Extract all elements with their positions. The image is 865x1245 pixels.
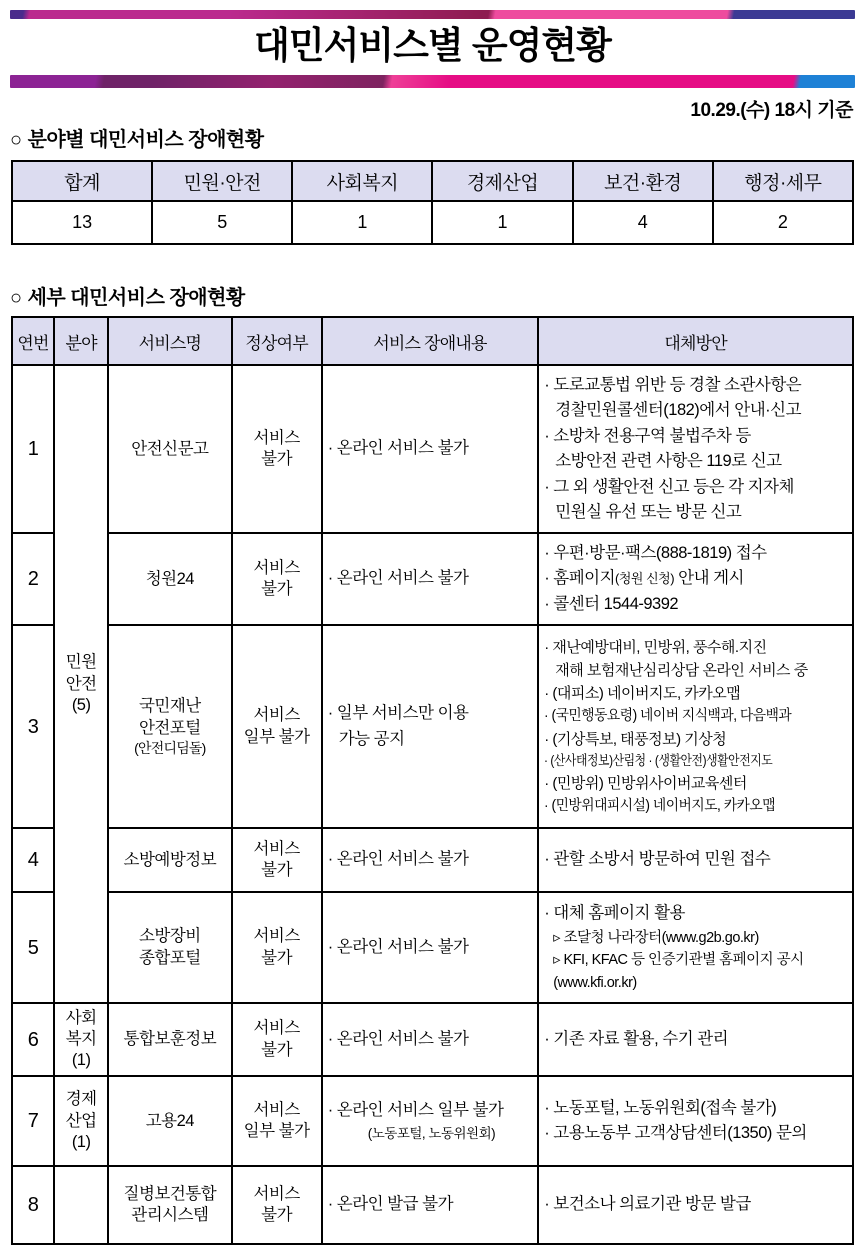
cell-issue (322, 892, 539, 1003)
cell-line: 사회 (65, 1008, 97, 1027)
cell-line: 불가 (261, 450, 293, 469)
cell-line: · 온라인 서비스 불가 (327, 850, 469, 869)
cell-no (12, 892, 54, 1003)
cell-line: 일부 불가 (243, 1122, 310, 1141)
cell-line: 6 (27, 1028, 39, 1051)
cell-line: · (기상특보, 태풍정보) 기상청 (544, 730, 727, 748)
cell-issue (322, 625, 539, 828)
cell-line: 안전포털 (138, 718, 201, 737)
detail-table (11, 316, 854, 1245)
cell-category (54, 1076, 108, 1166)
summary-value-social-welfare: 1 (292, 201, 432, 244)
cell-line: 경찰민원콜센터(182)에서 안내·신고 (555, 401, 802, 420)
cell-issue (322, 533, 539, 625)
table-row (12, 625, 853, 828)
cell-line: 서비스 (253, 839, 300, 858)
summary-col-health-environment: 보건·환경 (573, 161, 713, 201)
cell-line: 산업 (65, 1111, 97, 1130)
detail-col-alternative: 대체방안 (538, 317, 853, 365)
table-row (12, 1076, 853, 1166)
cell-alt (538, 533, 853, 625)
cell-no (12, 1003, 54, 1076)
cell-line: 복지 (65, 1030, 97, 1049)
detail-col-issue: 서비스 장애내용 (322, 317, 539, 365)
cell-line: · 노동포털, 노동위원회(접속 불가) (544, 1098, 777, 1117)
cell-service (108, 1003, 231, 1076)
cell-issue (322, 1166, 539, 1244)
cell-line: · (산사태정보)산림청 · (생활안전)생활안전지도 (544, 753, 773, 769)
cell-alt (538, 1166, 853, 1244)
cell-no (12, 625, 54, 828)
cell-no (12, 828, 54, 892)
summary-col-economy-industry: 경제산업 (432, 161, 572, 201)
cell-line: 종합포털 (138, 948, 201, 967)
cell-line: 국민재난 (138, 697, 201, 716)
top-accent-bar (10, 10, 855, 19)
cell-line: · 온라인 서비스 불가 (327, 1029, 469, 1048)
cell-status (232, 1166, 322, 1244)
cell-line: 소방안전 관련 사항은 119로 신고 (555, 452, 782, 471)
cell-no (12, 533, 54, 625)
title-underline-bar (10, 75, 855, 88)
cell-line: 안전 (65, 674, 97, 693)
cell-line: 소방예방정보 (123, 850, 217, 869)
cell-service (108, 828, 231, 892)
cell-alt (538, 1076, 853, 1166)
cell-service (108, 533, 231, 625)
cell-category (54, 1166, 108, 1244)
table-row (12, 1166, 853, 1244)
cell-service (108, 365, 231, 533)
cell-line: 2 (27, 568, 39, 591)
cell-status (232, 1003, 322, 1076)
cell-line: · 일부 서비스만 이용 (327, 704, 469, 723)
detail-col-status: 정상여부 (232, 317, 322, 365)
cell-line: (5) (71, 695, 91, 714)
table-row (12, 892, 853, 1003)
cell-alt (538, 828, 853, 892)
table-row (12, 828, 853, 892)
cell-line: 청원24 (145, 569, 194, 588)
cell-line: 서비스 (253, 1019, 300, 1038)
cell-line: 서비스 (253, 1184, 300, 1203)
cell-line: 불가 (261, 948, 293, 967)
cell-line: 민원 (65, 653, 97, 672)
cell-line: · (대피소) 네이버지도, 카카오맵 (544, 685, 741, 703)
cell-line: · 온라인 서비스 일부 불가 (327, 1101, 504, 1119)
cell-line: · 기존 자료 활용, 수기 관리 (544, 1029, 729, 1048)
cell-alt (538, 892, 853, 1003)
cell-service (108, 1076, 231, 1166)
cell-category (54, 1003, 108, 1076)
cell-issue (322, 1076, 539, 1166)
cell-line: · 보건소나 의료기관 방문 발급 (544, 1195, 751, 1214)
cell-line: · 재난예방대비, 민방위, 풍수해.지진 (544, 638, 767, 656)
cell-line: ▹ KFI, KFAC 등 인증기관별 홈페이지 공시 (553, 952, 804, 969)
cell-line: · 소방차 전용구역 불법주차 등 (544, 426, 751, 445)
cell-line: · 대체 홈페이지 활용 (544, 904, 685, 923)
cell-line: 관리시스템 (131, 1206, 209, 1225)
cell-line: 서비스 (253, 558, 300, 577)
summary-col-social-welfare: 사회복지 (292, 161, 432, 201)
summary-value-economy-industry: 1 (432, 201, 572, 244)
cell-line: (www.kfi.or.kr) (553, 974, 637, 991)
document-page (0, 10, 865, 1239)
cell-line: 7 (27, 1110, 39, 1133)
cell-line: 일부 불가 (243, 727, 310, 746)
cell-line: · 도로교통법 위반 등 경찰 소관사항은 (544, 375, 802, 394)
cell-line: (1) (71, 1051, 91, 1070)
detail-section-heading (10, 281, 855, 310)
cell-alt (538, 1003, 853, 1076)
cell-line: 서비스 (253, 927, 300, 946)
cell-line: · 홈페이지(청원 신청) 안내 게시 (544, 569, 744, 588)
cell-line: (안전디딤돌) (134, 740, 206, 757)
cell-no (12, 1076, 54, 1166)
cell-status (232, 892, 322, 1003)
cell-no (12, 1166, 54, 1244)
cell-line: 서비스 (253, 706, 300, 725)
cell-line: · 온라인 발급 불가 (327, 1195, 454, 1214)
cell-line: · 콜센터 1544-9392 (544, 595, 679, 614)
cell-issue (322, 828, 539, 892)
cell-line: · (민방위) 민방위사이버교육센터 (544, 775, 747, 793)
cell-line: 서비스 (253, 428, 300, 447)
cell-line: · 온라인 서비스 불가 (327, 937, 469, 956)
cell-status (232, 533, 322, 625)
cell-line: 불가 (261, 1040, 293, 1059)
cell-line: 안전신문고 (131, 439, 209, 458)
cell-line: 민원실 유선 또는 방문 신고 (555, 503, 742, 522)
summary-value-health-environment: 4 (573, 201, 713, 244)
summary-col-admin-tax: 행정·세무 (713, 161, 853, 201)
cell-line: (1) (71, 1132, 91, 1151)
cell-line: · (국민행동요령) 네이버 지식백과, 다음백과 (544, 708, 792, 725)
cell-line: · 우편·방문·팩스(888-1819) 접수 (544, 543, 767, 562)
table-row (12, 365, 853, 533)
cell-status (232, 625, 322, 828)
cell-line: ▹ 조달청 나라장터(www.g2b.go.kr) (553, 929, 759, 946)
circle-bullet-icon: ○ (10, 129, 22, 152)
cell-status (232, 1076, 322, 1166)
detail-header-row (12, 317, 853, 365)
cell-category (54, 365, 108, 1003)
cell-alt (538, 625, 853, 828)
cell-service (108, 1166, 231, 1244)
cell-line: 고용24 (145, 1111, 194, 1130)
summary-col-total: 합계 (12, 161, 152, 201)
detail-heading-text: 세부 대민서비스 장애현황 (27, 287, 245, 310)
detail-col-no: 연번 (12, 317, 54, 365)
cell-line: · 온라인 서비스 불가 (327, 569, 469, 588)
cell-service (108, 892, 231, 1003)
circle-bullet-icon: ○ (10, 287, 22, 310)
summary-value-row (12, 201, 853, 244)
cell-line: · 온라인 서비스 불가 (327, 439, 469, 458)
cell-line: 불가 (261, 861, 293, 880)
detail-col-service: 서비스명 (108, 317, 231, 365)
cell-service (108, 625, 231, 828)
cell-line: 8 (27, 1194, 39, 1217)
cell-line: 질병보건통합 (123, 1184, 217, 1203)
summary-header-row (12, 161, 853, 201)
summary-value-admin-tax: 2 (713, 201, 853, 244)
page-title: 대민서비스별 운영현황 (254, 25, 611, 66)
cell-line: · (민방위대피시설) 네이버지도, 카카오맵 (544, 798, 776, 815)
cell-alt (538, 365, 853, 533)
summary-heading-text: 분야별 대민서비스 장애현황 (27, 129, 264, 152)
cell-line: 경제 (65, 1090, 97, 1109)
table-row (12, 533, 853, 625)
as-of-date: 10.29.(수) 18시 기준 (690, 100, 853, 122)
cell-line: (노동포털, 노동위원회) (367, 1125, 496, 1141)
cell-line: 통합보훈정보 (123, 1030, 217, 1049)
cell-line: 4 (27, 849, 39, 872)
cell-issue (322, 365, 539, 533)
cell-line: · 관할 소방서 방문하여 민원 접수 (544, 850, 771, 869)
cell-line: · 그 외 생활안전 신고 등은 각 지자체 (544, 477, 794, 496)
summary-value-civil-safety: 5 (152, 201, 292, 244)
cell-status (232, 828, 322, 892)
summary-col-civil-safety: 민원·안전 (152, 161, 292, 201)
cell-no (12, 365, 54, 533)
detail-col-category: 분야 (54, 317, 108, 365)
cell-line: 소방장비 (138, 927, 201, 946)
summary-table (11, 160, 854, 245)
cell-line: 5 (27, 936, 39, 959)
cell-status (232, 365, 322, 533)
cell-issue (322, 1003, 539, 1076)
cell-line: 불가 (261, 1206, 293, 1225)
cell-line: · 고용노동부 고객상담센터(1350) 문의 (544, 1124, 807, 1143)
cell-line: 재해 보험재난심리상담 온라인 서비스 중 (555, 661, 808, 679)
cell-line: 서비스 (253, 1100, 300, 1119)
cell-line: 3 (27, 715, 39, 738)
table-row (12, 1003, 853, 1076)
cell-line: 가능 공지 (338, 729, 405, 748)
summary-value-total: 13 (12, 201, 152, 244)
cell-line: 불가 (261, 580, 293, 599)
cell-line: 1 (27, 438, 39, 461)
summary-section-heading (10, 123, 855, 152)
